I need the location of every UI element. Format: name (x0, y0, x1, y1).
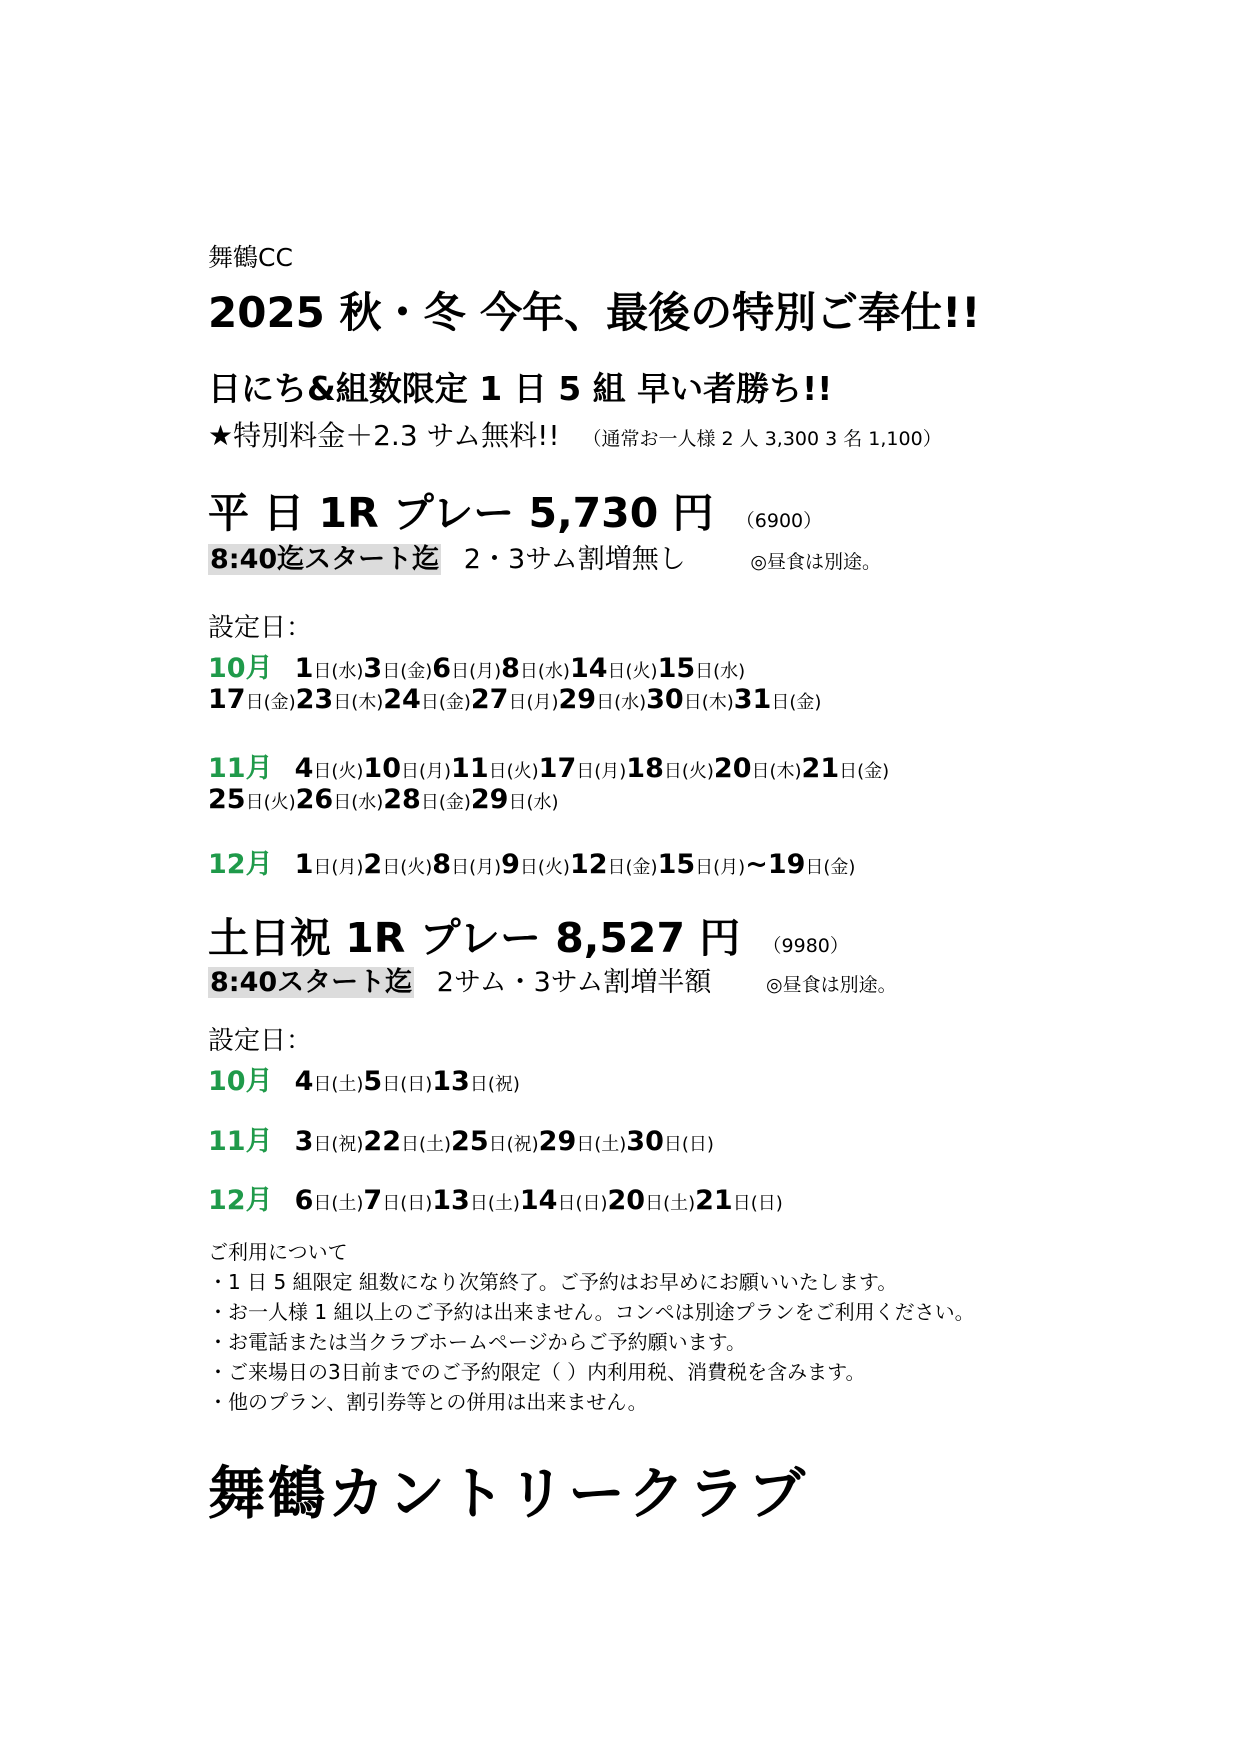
date-unit: 日 (420, 792, 439, 813)
date-unit: 日 (805, 857, 824, 878)
date-day: 31 (733, 684, 772, 715)
date-day: 18 (626, 753, 664, 784)
club-name-footer: 舞鶴カントリークラブ (208, 1461, 808, 1527)
date-day: 14 (569, 653, 608, 684)
date-entry (432, 1066, 520, 1097)
date-entry (658, 849, 746, 880)
weekend-surcharge: 2サム・3サム割増半額 (436, 967, 712, 998)
date-unit: 日 (420, 692, 439, 713)
weekday-month-label: 10月 (208, 653, 273, 684)
date-weekday: (土) (594, 1134, 627, 1155)
date-unit: 日 (382, 857, 401, 878)
date-unit: 日 (401, 1134, 419, 1155)
date-entry (471, 784, 559, 815)
special-price-line (208, 414, 942, 454)
main-title: 2025 秋・冬 今年、最後の特別ご奉仕!! (208, 288, 981, 337)
weekday-date-row (208, 746, 889, 785)
date-day: 8 (432, 849, 452, 880)
date-weekday: (木) (351, 692, 384, 713)
date-weekday: (日) (400, 1193, 433, 1214)
date-day: 17 (538, 753, 577, 784)
date-unit: 日 (382, 1074, 401, 1095)
date-day: 4 (294, 753, 314, 784)
date-entry (432, 653, 501, 684)
date-weekday: (日) (750, 1193, 783, 1214)
weekend-orig-price: （9980） (762, 935, 849, 957)
date-entry (520, 1185, 608, 1216)
date-entry (745, 849, 855, 880)
date-weekday: (金) (625, 857, 658, 878)
date-day: 3 (294, 1126, 314, 1157)
date-entry (383, 684, 471, 715)
date-unit: 日 (508, 692, 527, 713)
weekend-date-row (208, 1059, 520, 1098)
date-entry (295, 653, 364, 684)
normal-price-note: （通常お一人様 2 人 3,300 3 名 1,100） (582, 428, 942, 450)
note-item: ・他のプラン、割引券等との併用は出来ません。 (208, 1390, 648, 1414)
date-weekday: (木) (769, 761, 802, 782)
date-entry (295, 1185, 364, 1216)
date-entry (295, 753, 364, 784)
date-unit: 日 (469, 1193, 488, 1214)
date-weekday: (月) (526, 692, 559, 713)
date-entry (802, 753, 890, 784)
date-weekday: (土) (419, 1134, 452, 1155)
date-weekday: (月) (419, 761, 452, 782)
date-weekday: (火) (681, 761, 714, 782)
date-entry (695, 1185, 783, 1216)
date-entry (646, 684, 734, 715)
date-unit: 日 (488, 761, 507, 782)
date-unit: 日 (313, 1193, 332, 1214)
date-unit: 日 (313, 1134, 332, 1155)
date-entry (432, 849, 501, 880)
date-entry (295, 849, 364, 880)
date-weekday: (土) (487, 1193, 520, 1214)
date-unit: 日 (401, 761, 419, 782)
date-unit: 日 (333, 692, 352, 713)
date-entry (208, 784, 296, 815)
date-entry (363, 1185, 432, 1216)
date-weekday: (金) (823, 857, 856, 878)
date-unit: 日 (576, 1134, 595, 1155)
date-entry (714, 753, 802, 784)
date-entry (626, 1126, 714, 1157)
date-weekday: (火) (331, 761, 364, 782)
date-weekday: (日) (400, 1074, 433, 1095)
date-entry (559, 684, 647, 715)
notes-heading: ご利用について (208, 1240, 348, 1264)
date-weekday: (木) (701, 692, 734, 713)
date-day: 11 (451, 753, 489, 784)
weekend-conditions (208, 960, 897, 999)
date-unit: 日 (557, 1193, 576, 1214)
date-unit: 日 (576, 761, 595, 782)
date-day: 21 (801, 753, 840, 784)
weekday-date-row (208, 646, 745, 685)
date-entry (208, 684, 296, 715)
date-unit: 日 (695, 661, 714, 682)
date-weekday: (火) (263, 792, 296, 813)
date-unit: 日 (382, 1193, 401, 1214)
date-weekday: (月) (469, 857, 502, 878)
date-entry (451, 1126, 539, 1157)
date-unit: 日 (313, 661, 332, 682)
date-day: 1 (294, 849, 314, 880)
date-unit: 日 (333, 792, 352, 813)
date-entry (295, 1126, 364, 1157)
date-unit: 日 (839, 761, 858, 782)
date-unit: 日 (469, 1074, 488, 1095)
date-unit: 日 (771, 692, 790, 713)
date-day: 30 (646, 684, 684, 715)
date-unit: 日 (596, 692, 615, 713)
date-weekday: (水) (614, 692, 647, 713)
note-item: ・1 日 5 組限定 組数になり次第終了。ご予約はお早めにお願いいたします。 (208, 1270, 898, 1294)
date-day: 17 (208, 684, 246, 715)
date-day: 29 (558, 684, 597, 715)
date-entry (296, 784, 384, 815)
date-weekday: (土) (663, 1193, 696, 1214)
date-day: 6 (294, 1185, 314, 1216)
date-weekday: (金) (400, 661, 433, 682)
weekday-title-text: 平 日 1R プレー 5,730 円 (208, 489, 714, 537)
date-entry (363, 1126, 451, 1157)
date-entry (383, 784, 471, 815)
date-unit: 日 (732, 1193, 751, 1214)
note-item: ・ご来場日の3日前までのご予約限定（ ）内利用税、消費税を含みます。 (208, 1360, 866, 1384)
date-weekday: (祝) (331, 1134, 364, 1155)
date-weekday: (火) (400, 857, 433, 878)
date-entry (501, 653, 570, 684)
date-weekday: (水) (331, 661, 364, 682)
date-unit: 日 (645, 1193, 664, 1214)
date-weekday: (金) (438, 792, 471, 813)
weekday-month-label: 12月 (208, 849, 273, 880)
date-unit: 日 (751, 761, 770, 782)
date-day: 23 (295, 684, 334, 715)
date-weekday: (金) (263, 692, 296, 713)
weekend-month-label: 12月 (208, 1185, 273, 1216)
date-weekday: (水) (351, 792, 384, 813)
date-unit: 日 (519, 661, 538, 682)
note-item: ・お電話または当クラブホームページからご予約願います。 (208, 1330, 746, 1354)
weekday-date-row (208, 684, 821, 715)
date-day: 22 (363, 1126, 401, 1157)
date-day: 5 (363, 1066, 383, 1097)
date-entry (734, 684, 822, 715)
date-weekday: (日) (575, 1193, 608, 1214)
date-day: 13 (432, 1066, 470, 1097)
date-entry (658, 653, 746, 684)
date-day: 29 (538, 1126, 577, 1157)
date-weekday: (火) (625, 661, 658, 682)
special-price-text: ★特別料金＋2.3 サム無料!! (208, 419, 560, 452)
weekend-month-label: 10月 (208, 1066, 273, 1097)
date-day: 6 (432, 653, 452, 684)
date-entry (539, 1126, 627, 1157)
date-weekday: (月) (331, 857, 364, 878)
date-entry (432, 1185, 520, 1216)
date-weekday: (水) (537, 661, 570, 682)
date-weekday: (水) (713, 661, 746, 682)
date-unit: 日 (313, 761, 332, 782)
date-unit: 日 (245, 792, 264, 813)
weekday-start-label: 8:40迄スタート迄 (210, 544, 440, 575)
date-unit: 日 (382, 661, 401, 682)
date-day: 14 (519, 1185, 558, 1216)
date-weekday: (金) (438, 692, 471, 713)
date-entry (363, 653, 432, 684)
date-unit: 日 (313, 857, 332, 878)
date-weekday: (日) (681, 1134, 714, 1155)
weekend-setday-label: 設定日： (208, 1026, 313, 1056)
date-day: 30 (626, 1126, 664, 1157)
date-day: ~19 (745, 849, 806, 880)
weekend-month-label: 11月 (208, 1126, 273, 1157)
date-unit: 日 (695, 857, 714, 878)
date-unit: 日 (451, 857, 470, 878)
weekday-orig-price: （6900） (735, 510, 823, 532)
date-weekday: (火) (537, 857, 570, 878)
weekend-date-row (208, 1119, 714, 1158)
date-weekday: (月) (713, 857, 746, 878)
date-unit: 日 (663, 1134, 682, 1155)
date-day: 15 (657, 653, 696, 684)
date-entry (570, 849, 658, 880)
note-item: ・お一人様 1 組以上のご予約は出来ません。コンペは別途プランをご利用ください。 (208, 1300, 975, 1324)
date-unit: 日 (488, 1134, 507, 1155)
date-entry (626, 753, 714, 784)
club-small-name: 舞鶴CC (208, 243, 293, 272)
date-weekday: (祝) (506, 1134, 539, 1155)
date-unit: 日 (313, 1074, 332, 1095)
date-day: 15 (657, 849, 696, 880)
date-day: 3 (363, 653, 383, 684)
date-entry (539, 753, 627, 784)
weekday-surcharge: 2・3サム割増無し (463, 544, 686, 575)
date-entry (363, 1066, 432, 1097)
weekday-date-row (208, 784, 559, 815)
date-day: 10 (363, 753, 401, 784)
notes-section (208, 1237, 975, 1417)
date-day: 25 (208, 784, 246, 815)
date-unit: 日 (451, 661, 470, 682)
date-day: 2 (363, 849, 383, 880)
date-day: 12 (569, 849, 608, 880)
date-weekday: (月) (469, 661, 502, 682)
date-weekday: (土) (331, 1193, 364, 1214)
date-entry (295, 1066, 364, 1097)
date-weekday: (土) (331, 1074, 364, 1095)
date-day: 4 (294, 1066, 314, 1097)
date-unit: 日 (607, 661, 626, 682)
date-weekday: (水) (526, 792, 559, 813)
date-day: 26 (295, 784, 334, 815)
date-entry (363, 753, 451, 784)
date-unit: 日 (519, 857, 538, 878)
date-entry (363, 849, 432, 880)
date-unit: 日 (663, 761, 682, 782)
date-unit: 日 (607, 857, 626, 878)
date-unit: 日 (508, 792, 527, 813)
weekday-price-title (208, 480, 822, 539)
date-day: 20 (607, 1185, 646, 1216)
weekend-date-row (208, 1178, 783, 1217)
date-entry (501, 849, 570, 880)
date-entry (608, 1185, 696, 1216)
date-day: 8 (501, 653, 520, 684)
date-weekday: (金) (789, 692, 822, 713)
weekday-month-label: 11月 (208, 753, 273, 784)
weekday-lunch-note: ◎昼食は別途。 (750, 551, 881, 573)
date-day: 20 (713, 753, 752, 784)
date-day: 1 (294, 653, 314, 684)
weekend-start-label: 8:40スタート迄 (210, 967, 413, 998)
date-entry (471, 684, 559, 715)
date-day: 29 (470, 784, 509, 815)
date-day: 24 (383, 684, 421, 715)
date-entry (296, 684, 384, 715)
date-unit: 日 (683, 692, 702, 713)
date-weekday: (金) (857, 761, 890, 782)
date-day: 7 (363, 1185, 383, 1216)
weekend-price-title (208, 905, 849, 964)
date-day: 13 (432, 1185, 470, 1216)
date-day: 28 (383, 784, 421, 815)
weekday-conditions (208, 537, 881, 576)
date-unit: 日 (245, 692, 264, 713)
date-weekday: (祝) (487, 1074, 520, 1095)
weekday-setday-label: 設定日： (208, 613, 313, 643)
date-weekday: (月) (594, 761, 627, 782)
date-day: 21 (695, 1185, 733, 1216)
limited-line: 日にち&組数限定 1 日 5 組 早い者勝ち!! (208, 369, 833, 408)
date-day: 25 (451, 1126, 489, 1157)
weekday-date-row (208, 842, 855, 881)
date-entry (570, 653, 658, 684)
date-entry (451, 753, 539, 784)
date-day: 9 (501, 849, 520, 880)
date-weekday: (火) (506, 761, 539, 782)
date-day: 27 (470, 684, 509, 715)
weekend-title-text: 土日祝 1R プレー 8,527 円 (208, 914, 741, 962)
weekend-lunch-note: ◎昼食は別途。 (766, 974, 897, 996)
